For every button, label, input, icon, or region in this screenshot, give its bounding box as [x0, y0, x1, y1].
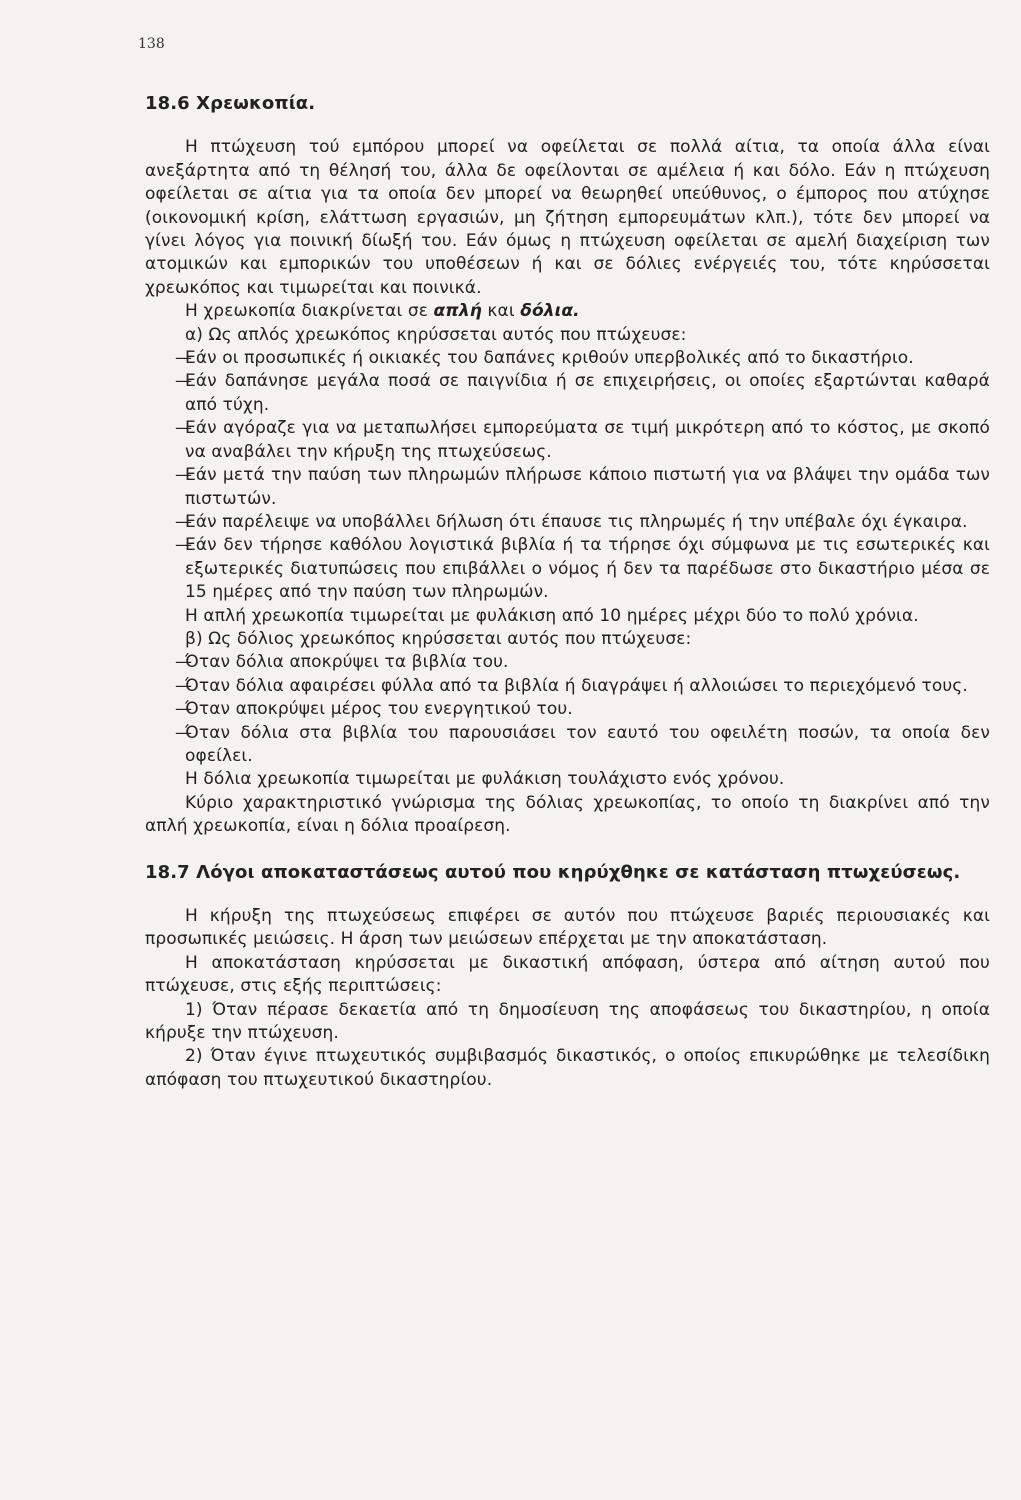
- list-item-text: Εάν μετά την παύση των πληρωμών πλήρωσε κάποιο πιστωτή για να βλάψει την ομάδα των πιστωτών.: [185, 465, 990, 509]
- list-item-text: Εάν οι προσωπικές ή οικιακές του δαπάνες κριθούν υπερβολικές από το δικαστήριο.: [185, 348, 914, 369]
- simple-bankruptcy-penalty: Η απλή χρεωκοπία τιμωρείται με φυλάκιση από 10 ημέρες μέχρι δύο το πολύ χρόνια.: [185, 605, 919, 626]
- fraudulent-bankruptcy-penalty: Η δόλια χρεωκοπία τιμωρείται με φυλάκιση τουλάχιστο ενός χρόνου.: [185, 769, 785, 790]
- fraudulent-bankruptcy-intro: β) Ως δόλιος χρεωκόπος κηρύσσεται αυτός που πτώχευσε:: [185, 628, 692, 649]
- list-item: [145, 698, 990, 721]
- list-item-text: Όταν δόλια στα βιβλία του παρουσιάσει τον εαυτό του οφειλέτη ποσών, τα οποία δεν οφείλει.: [185, 722, 990, 766]
- rehabilitation-paragraph: Η κήρυξη της πτωχεύσεως επιφέρει σε αυτόν που πτώχευσε βαριές περιουσιακές και προσωπικές μειώσεις. Η άρση των μειώσεων επέρχεται με την αποκατάσταση.: [145, 906, 990, 950]
- dash-marker: [145, 651, 185, 674]
- dash-marker: [145, 698, 185, 721]
- dash-marker: [145, 534, 185, 557]
- list-item-text: Εάν αγόραζε για να μεταπωλήσει εμπορεύματα σε τιμή μικρότερη από το κόστος, με σκοπό να αναβάλει την κήρυξη της πτωχεύσεως.: [185, 418, 990, 462]
- list-item: [145, 464, 990, 511]
- list-item: [145, 511, 990, 534]
- dash-marker: [145, 370, 185, 393]
- dash-marker: [145, 417, 185, 440]
- distinction-and: και: [481, 301, 521, 322]
- section-heading-18-7: 18.7 Λόγοι αποκαταστάσεως αυτού που κηρύχθηκε σε κατάσταση πτωχεύσεως.: [145, 861, 961, 883]
- dash-marker: [145, 675, 185, 698]
- list-item: [145, 534, 990, 604]
- list-item-text: Εάν δεν τήρησε καθόλου λογιστικά βιβλία ή τα τήρησε όχι σύμφωνα με τις εσωτερικές και εξωτερικές διατυπώσεις που επιβάλλει ο νόμος ή δεν τα παρέδωσε στο δικαστήριο μέσα σε 15 ημέρες από την παύση των πληρωμών.: [185, 535, 990, 603]
- dash-marker: [145, 511, 185, 534]
- page-number: 138: [138, 36, 165, 52]
- list-item: [145, 675, 990, 698]
- list-item: [145, 370, 990, 417]
- list-item-text: Εάν δαπάνησε μεγάλα ποσά σε παιγνίδια ή σε επιχειρήσεις, οι οποίες εξαρτώνται καθαρά από τύχη.: [185, 371, 990, 415]
- term-fraudulent: δόλια.: [520, 301, 580, 322]
- list-item: [145, 651, 990, 674]
- paragraph-intro: Η πτώχευση τού εμπόρου μπορεί να οφείλεται σε πολλά αίτια, τα οποία άλλα είναι ανεξάρτητα από τη θέλησή του, άλλα δε οφείλονται σε αμέλεια ή και δόλο. Εάν η πτώχευση οφείλεται σε αίτια για τα οποία δεν μπορεί να θεωρηθεί υπεύθυνος, ο έμπορος που ατύχησε (οικονομική κρίση, ελάττωση εργασιών, μη ζήτηση εμπορευμάτων κλπ.), τότε δεν μπορεί να γίνει λόγος για ποινική δίωξή του. Εάν όμως η πτώχευση οφείλεται σε αμελή διαχείριση των ατομικών και εμπορικών του υποθέσεων ή και σε δόλιες ενέργειές του, τότε κηρύσσεται χρεωκόπος και τιμωρείται και ποινικά.: [145, 137, 990, 298]
- rehabilitation-case-2: 2) Όταν έγινε πτωχευτικός συμβιβασμός δικαστικός, ο οποίος επικυρώθηκε με τελεσίδικη απόφαση του πτωχευτικού δικαστηρίου.: [145, 1046, 990, 1090]
- list-item-text: Όταν δόλια αποκρύψει τα βιβλία του.: [185, 652, 509, 673]
- paragraph-distinction: [145, 300, 990, 323]
- list-item: [145, 722, 990, 769]
- section-heading-18-6: 18.6 Χρεωκοπία.: [145, 93, 316, 114]
- distinction-prefix: Η χρεωκοπία διακρίνεται σε: [185, 301, 434, 322]
- rehabilitation-case-1: 1) Όταν πέρασε δεκαετία από τη δημοσίευση της αποφάσεως του δικαστηρίου, η οποία κήρυξε την πτώχευση.: [145, 999, 990, 1044]
- dash-marker: [145, 347, 185, 370]
- main-feature-paragraph: Κύριο χαρακτηριστικό γνώρισμα της δόλιας χρεωκοπίας, το οποίο τη διακρίνει από την απλή χρεωκοπία, είναι η δόλια προαίρεση.: [145, 792, 990, 837]
- list-item-text: Εάν παρέλειψε να υποβάλλει δήλωση ότι έπαυσε τις πληρωμές ή την υπέβαλε όχι έγκαιρα.: [185, 511, 968, 532]
- list-item-text: Όταν δόλια αφαιρέσει φύλλα από τα βιβλία ή διαγράψει ή αλλοιώσει το περιεχόμενό τους.: [185, 675, 968, 696]
- page-content: [145, 92, 990, 1092]
- list-item: [145, 347, 990, 370]
- simple-bankruptcy-intro: α) Ως απλός χρεωκόπος κηρύσσεται αυτός που πτώχευσε:: [185, 324, 687, 345]
- list-item-text: Όταν αποκρύψει μέρος του ενεργητικού του.: [185, 699, 573, 720]
- term-simple: απλή: [433, 301, 482, 322]
- dash-marker: [145, 722, 185, 745]
- rehabilitation-procedure-paragraph: Η αποκατάσταση κηρύσσεται με δικαστική απόφαση, ύστερα από αίτηση αυτού που πτώχευσε, στις εξής περιπτώσεις:: [145, 952, 990, 997]
- list-item: [145, 417, 990, 464]
- dash-marker: [145, 464, 185, 487]
